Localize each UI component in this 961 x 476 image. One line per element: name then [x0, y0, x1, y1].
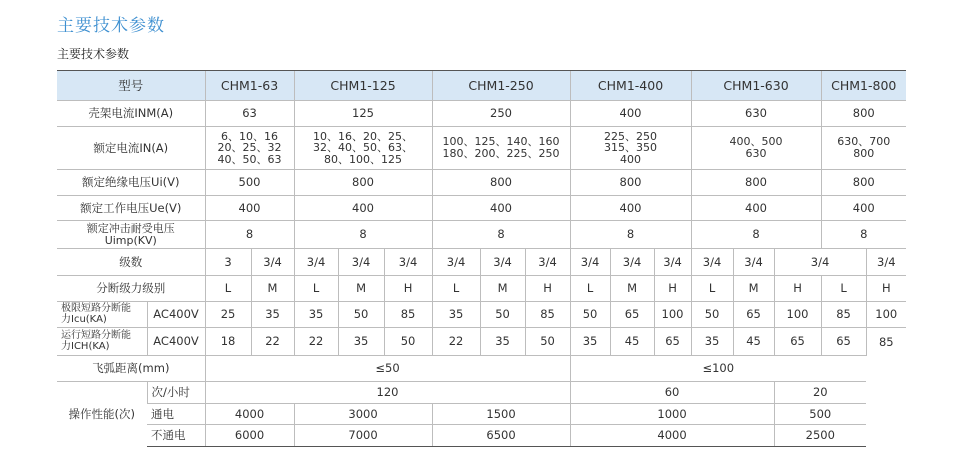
table-cell: ≤50 — [205, 356, 570, 382]
table-cell: 3/4 — [480, 249, 525, 276]
table-cell: 400 — [432, 196, 570, 221]
sub-label: 通电 — [147, 404, 205, 425]
table-cell: 400 — [205, 196, 294, 221]
table-cell: 65 — [610, 302, 654, 328]
table-cell: M — [338, 276, 384, 302]
table-cell: 1500 — [432, 404, 570, 425]
table-cell: H — [525, 276, 570, 302]
table-cell: 6000 — [205, 425, 294, 447]
table-cell: 3/4 — [691, 249, 733, 276]
table-cell: 8 — [691, 221, 821, 249]
table-cell: 3/4 — [866, 249, 906, 276]
table-cell: 35 — [294, 302, 338, 328]
row-label: 运行短路分断能 力ICH(KA) — [57, 328, 147, 356]
table-cell: M — [733, 276, 774, 302]
table-row — [57, 127, 906, 170]
table-row — [57, 382, 906, 404]
table-cell: 400 — [691, 196, 821, 221]
table-cell: 20 — [774, 382, 866, 404]
header-row — [57, 71, 906, 101]
table-cell: 65 — [821, 328, 866, 356]
table-row — [57, 404, 906, 425]
table-cell: 35 — [570, 328, 610, 356]
table-cell: 3/4 — [384, 249, 432, 276]
table-cell: 35 — [480, 328, 525, 356]
table-cell: 3/4 — [733, 249, 774, 276]
table-cell: 35 — [432, 302, 480, 328]
table-cell: 3/4 — [338, 249, 384, 276]
model-header: CHM1-630 — [691, 71, 821, 101]
table-cell: L — [432, 276, 480, 302]
table-cell: 3/4 — [570, 249, 610, 276]
row-label: 额定工作电压Ue(V) — [57, 196, 205, 221]
table-cell: 85 — [821, 302, 866, 328]
table-cell: 100、125、140、160 180、200、225、250 — [432, 127, 570, 170]
table-cell: 100 — [774, 302, 821, 328]
table-cell: 22 — [432, 328, 480, 356]
voltage-label: AC400V — [147, 328, 205, 356]
table-row — [57, 221, 906, 249]
table-cell: 100 — [654, 302, 691, 328]
row-label: 壳架电流INM(A) — [57, 101, 205, 127]
table-cell: 50 — [480, 302, 525, 328]
table-cell: ≤100 — [570, 356, 866, 382]
table-cell: 250 — [432, 101, 570, 127]
header-model-label: 型号 — [57, 71, 205, 101]
table-cell: 3/4 — [525, 249, 570, 276]
table-row — [57, 196, 906, 221]
table-cell: 125 — [294, 101, 432, 127]
table-cell: 400 — [570, 196, 691, 221]
table-cell: 3 — [205, 249, 251, 276]
table-cell: 800 — [432, 170, 570, 196]
table-cell: M — [480, 276, 525, 302]
table-cell: M — [610, 276, 654, 302]
table-cell: L — [205, 276, 251, 302]
table-cell: 50 — [691, 302, 733, 328]
table-cell: 65 — [774, 328, 821, 356]
table-cell: 60 — [570, 382, 774, 404]
table-cell: 100 — [866, 302, 906, 328]
table-row — [57, 302, 906, 328]
table-row — [57, 276, 906, 302]
model-header: CHM1-63 — [205, 71, 294, 101]
voltage-label: AC400V — [147, 302, 205, 328]
table-cell: 3/4 — [774, 249, 866, 276]
table-cell: 18 — [205, 328, 251, 356]
table-cell: 8 — [821, 221, 906, 249]
table-cell: 400、500 630 — [691, 127, 821, 170]
table-cell: 6500 — [432, 425, 570, 447]
model-header: CHM1-125 — [294, 71, 432, 101]
table-cell: 45 — [610, 328, 654, 356]
table-cell: H — [774, 276, 821, 302]
table-cell: H — [654, 276, 691, 302]
table-row — [57, 170, 906, 196]
table-cell: 85 — [525, 302, 570, 328]
table-cell: 500 — [774, 404, 866, 425]
page-title: 主要技术参数 — [57, 16, 165, 36]
table-cell: 25 — [205, 302, 251, 328]
row-label: 操作性能(次) — [57, 382, 147, 447]
sub-label: 不通电 — [147, 425, 205, 447]
table-cell: L — [294, 276, 338, 302]
table-cell: 3/4 — [432, 249, 480, 276]
table-cell: 35 — [338, 328, 384, 356]
table-cell: 35 — [691, 328, 733, 356]
table-cell: 500 — [205, 170, 294, 196]
table-cell: H — [384, 276, 432, 302]
table-cell: 800 — [821, 170, 906, 196]
table-cell: 50 — [570, 302, 610, 328]
table-cell: 3/4 — [610, 249, 654, 276]
table-cell: 400 — [294, 196, 432, 221]
table-cell: 1000 — [570, 404, 774, 425]
table-cell: L — [570, 276, 610, 302]
table-row — [57, 425, 906, 447]
table-cell: 3/4 — [654, 249, 691, 276]
row-label: 额定冲击耐受电压 Uimp(KV) — [57, 221, 205, 249]
table-cell: 800 — [294, 170, 432, 196]
table-cell: 63 — [205, 101, 294, 127]
table-cell: 400 — [570, 101, 691, 127]
table-cell: L — [821, 276, 866, 302]
table-cell: 8 — [205, 221, 294, 249]
table-cell: 800 — [570, 170, 691, 196]
row-label: 极限短路分断能 力Icu(KA) — [57, 302, 147, 328]
table-cell: H — [866, 276, 906, 302]
row-label: 飞弧距离(mm) — [57, 356, 205, 382]
table-cell: 50 — [525, 328, 570, 356]
table-cell: 7000 — [294, 425, 432, 447]
table-row — [57, 101, 906, 127]
table-cell: 22 — [294, 328, 338, 356]
table-cell: 10、16、20、25、 32、40、50、63、 80、100、125 — [294, 127, 432, 170]
table-cell: 35 — [251, 302, 294, 328]
table-cell: 630、700 800 — [821, 127, 906, 170]
sub-label: 次/小时 — [147, 382, 205, 404]
table-cell: 50 — [338, 302, 384, 328]
table-row — [57, 356, 906, 382]
table-cell: 630 — [691, 101, 821, 127]
table-cell: 65 — [654, 328, 691, 356]
table-row — [57, 249, 906, 276]
table-cell: 22 — [251, 328, 294, 356]
table-cell: 225、250 315、350 400 — [570, 127, 691, 170]
table-cell: 8 — [432, 221, 570, 249]
table-cell: 4000 — [570, 425, 774, 447]
row-label: 额定电流IN(A) — [57, 127, 205, 170]
spec-table — [57, 70, 906, 447]
model-header: CHM1-400 — [570, 71, 691, 101]
table-cell: 85 — [384, 302, 432, 328]
table-cell: 50 — [384, 328, 432, 356]
table-cell: 6、10、16 20、25、32 40、50、63 — [205, 127, 294, 170]
table-cell: 65 — [733, 302, 774, 328]
table-row — [57, 328, 906, 356]
table-cell: M — [251, 276, 294, 302]
table-cell: 3/4 — [294, 249, 338, 276]
table-cell: 8 — [294, 221, 432, 249]
table-cell: 3000 — [294, 404, 432, 425]
model-header: CHM1-800 — [821, 71, 906, 101]
table-cell: L — [691, 276, 733, 302]
table-cell: 8 — [570, 221, 691, 249]
table-cell: 800 — [691, 170, 821, 196]
table-caption: 主要技术参数 — [57, 47, 130, 61]
table-cell: 2500 — [774, 425, 866, 447]
row-label: 级数 — [57, 249, 205, 276]
row-label: 分断级力级别 — [57, 276, 205, 302]
table-cell: 120 — [205, 382, 570, 404]
table-cell: 45 — [733, 328, 774, 356]
row-label: 额定绝缘电压Ui(V) — [57, 170, 205, 196]
table-cell: 400 — [821, 196, 906, 221]
table-cell: 800 — [821, 101, 906, 127]
model-header: CHM1-250 — [432, 71, 570, 101]
table-cell: 3/4 — [251, 249, 294, 276]
table-cell: 4000 — [205, 404, 294, 425]
table-cell: 85 — [866, 328, 906, 356]
